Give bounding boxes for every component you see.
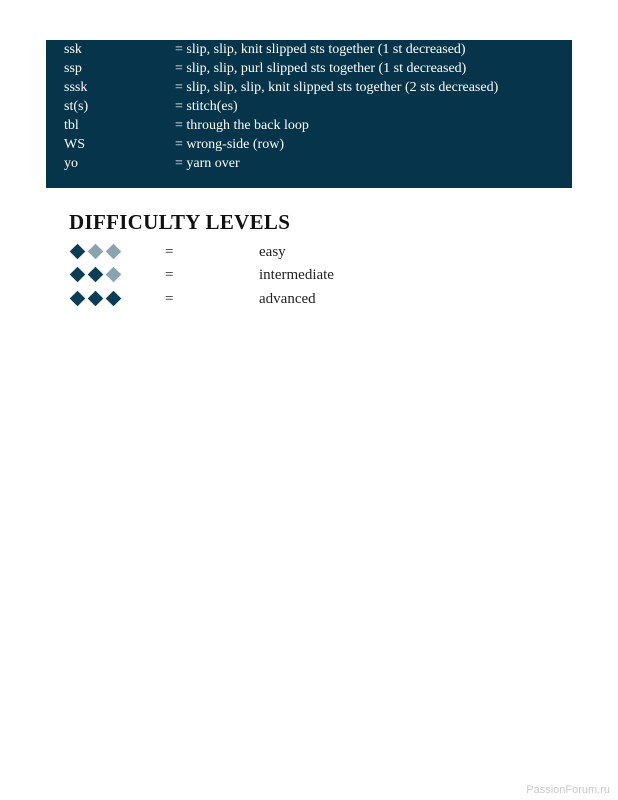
abbreviation-definition: = slip, slip, purl slipped sts together (1 st decreased): [175, 61, 467, 76]
watermark: PassionForum.ru: [526, 784, 610, 796]
abbreviation-row: [46, 59, 572, 78]
difficulty-diamonds: [69, 266, 129, 288]
equals-sign: =: [165, 267, 174, 283]
abbreviation-row: [46, 154, 572, 173]
diamond-icon: [106, 291, 122, 307]
abbreviation-term: ssk: [64, 42, 82, 57]
abbreviation-term: st(s): [64, 99, 89, 114]
diamond-icon: [88, 267, 104, 283]
abbreviation-row: [46, 40, 572, 59]
equals-sign: =: [165, 291, 174, 307]
abbreviation-row: [46, 78, 572, 97]
difficulty-level-easy: [69, 243, 469, 265]
difficulty-diamonds: [69, 243, 129, 265]
diamond-icon: [70, 244, 86, 260]
abbreviation-term: ssp: [64, 61, 82, 76]
abbreviation-definition: = slip, slip, knit slipped sts together (1 st decreased): [175, 42, 466, 57]
level-label: advanced: [259, 291, 316, 307]
difficulty-level-intermediate: [69, 266, 469, 288]
abbreviation-definition: = wrong-side (row): [175, 137, 284, 152]
abbreviation-definition: = stitch(es): [175, 99, 238, 114]
abbreviation-row: [46, 135, 572, 154]
abbreviation-term: sssk: [64, 80, 88, 95]
level-label: intermediate: [259, 267, 334, 283]
difficulty-diamonds: [69, 290, 129, 312]
difficulty-level-advanced: [69, 290, 469, 312]
difficulty-levels-heading: DIFFICULTY LEVELS: [69, 210, 291, 234]
diamond-icon: [106, 244, 122, 260]
level-label: easy: [259, 244, 286, 260]
abbreviation-definition: = slip, slip, slip, knit slipped sts together (2 sts decreased): [175, 80, 499, 95]
abbreviation-row: [46, 97, 572, 116]
abbreviation-row: [46, 116, 572, 135]
diamond-icon: [88, 291, 104, 307]
diamond-icon: [70, 267, 86, 283]
equals-sign: =: [165, 244, 174, 260]
abbreviation-term: yo: [64, 156, 78, 171]
abbreviation-definition: = yarn over: [175, 156, 240, 171]
diamond-icon: [70, 291, 86, 307]
abbreviations-panel: [46, 40, 572, 188]
abbreviation-definition: = through the back loop: [175, 118, 309, 133]
abbreviation-term: tbl: [64, 118, 79, 133]
diamond-icon: [88, 244, 104, 260]
diamond-icon: [106, 267, 122, 283]
abbreviation-term: WS: [64, 137, 85, 152]
